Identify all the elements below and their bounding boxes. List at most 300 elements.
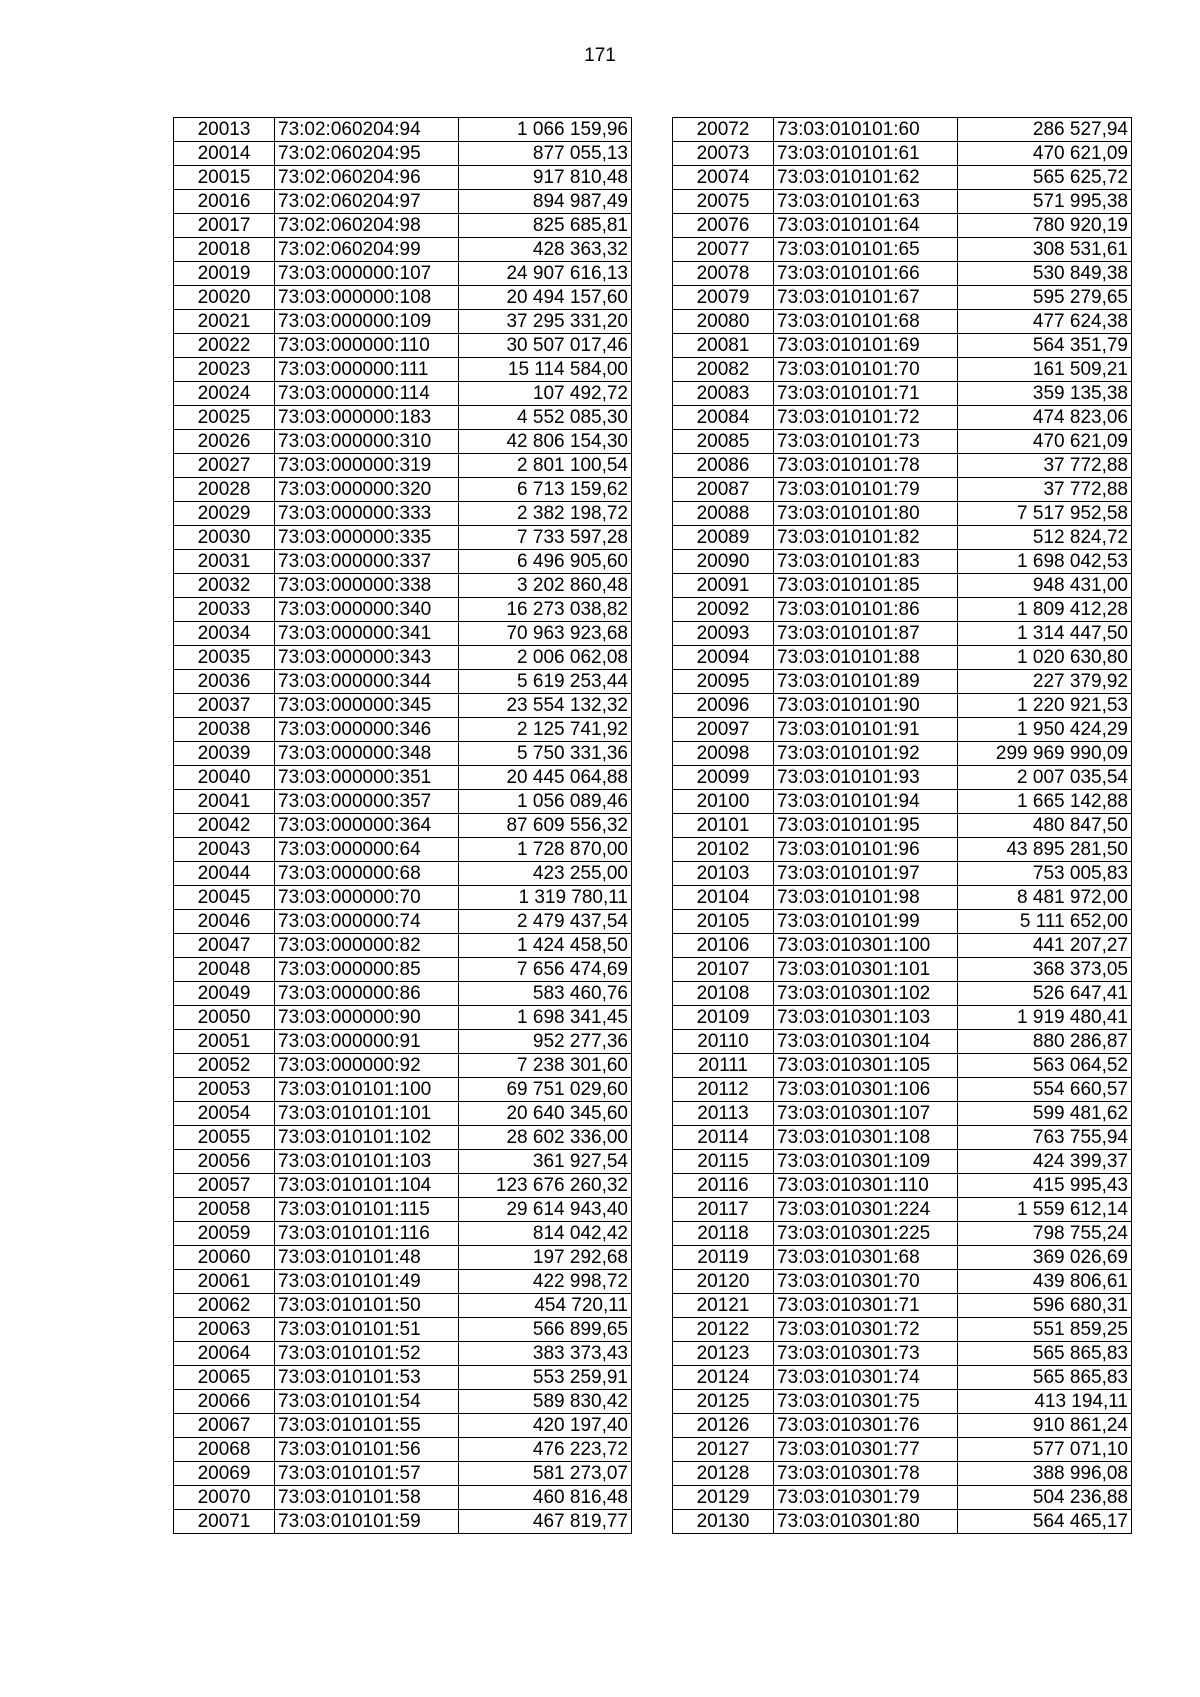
- row-number: 20072: [673, 118, 774, 142]
- cadastral-number: 73:03:000000:346: [275, 718, 459, 742]
- cadastral-value: 6 713 159,62: [459, 478, 632, 502]
- row-number: 20111: [673, 1054, 774, 1078]
- row-number: 20092: [673, 598, 774, 622]
- cadastral-number: 73:03:010301:109: [774, 1150, 958, 1174]
- table-row: [174, 286, 632, 310]
- row-number: 20102: [673, 838, 774, 862]
- table-row: [174, 718, 632, 742]
- row-number: 20039: [174, 742, 275, 766]
- table-row: [673, 862, 1132, 886]
- row-number: 20049: [174, 982, 275, 1006]
- cadastral-value: 1 020 630,80: [958, 646, 1132, 670]
- cadastral-number: 73:03:010101:63: [774, 190, 958, 214]
- row-number: 20123: [673, 1342, 774, 1366]
- row-number: 20067: [174, 1414, 275, 1438]
- row-number: 20025: [174, 406, 275, 430]
- table-row: [673, 934, 1132, 958]
- cadastral-value: 439 806,61: [958, 1270, 1132, 1294]
- cadastral-value: 894 987,49: [459, 190, 632, 214]
- table-row: [673, 814, 1132, 838]
- row-number: 20101: [673, 814, 774, 838]
- cadastral-value: 563 064,52: [958, 1054, 1132, 1078]
- cadastral-number: 73:03:010301:224: [774, 1198, 958, 1222]
- cadastral-value: 7 517 952,58: [958, 502, 1132, 526]
- row-number: 20066: [174, 1390, 275, 1414]
- cadastral-number: 73:03:010101:72: [774, 406, 958, 430]
- cadastral-number: 73:03:010101:51: [275, 1318, 459, 1342]
- row-number: 20056: [174, 1150, 275, 1174]
- cadastral-number: 73:02:060204:99: [275, 238, 459, 262]
- row-number: 20083: [673, 382, 774, 406]
- table-row: [174, 958, 632, 982]
- cadastral-number: 73:03:000000:108: [275, 286, 459, 310]
- row-number: 20069: [174, 1462, 275, 1486]
- row-number: 20129: [673, 1486, 774, 1510]
- cadastral-value: 476 223,72: [459, 1438, 632, 1462]
- row-number: 20094: [673, 646, 774, 670]
- table-row: [673, 1414, 1132, 1438]
- cadastral-value: 581 273,07: [459, 1462, 632, 1486]
- cadastral-value: 1 424 458,50: [459, 934, 632, 958]
- row-number: 20064: [174, 1342, 275, 1366]
- row-number: 20098: [673, 742, 774, 766]
- row-number: 20052: [174, 1054, 275, 1078]
- cadastral-number: 73:03:000000:70: [275, 886, 459, 910]
- table-row: [673, 1150, 1132, 1174]
- row-number: 20034: [174, 622, 275, 646]
- cadastral-number: 73:03:000000:109: [275, 310, 459, 334]
- row-number: 20116: [673, 1174, 774, 1198]
- cadastral-number: 73:03:000000:335: [275, 526, 459, 550]
- cadastral-value: 123 676 260,32: [459, 1174, 632, 1198]
- row-number: 20080: [673, 310, 774, 334]
- cadastral-value: 37 295 331,20: [459, 310, 632, 334]
- cadastral-number: 73:03:000000:74: [275, 910, 459, 934]
- cadastral-value: 415 995,43: [958, 1174, 1132, 1198]
- cadastral-value: 308 531,61: [958, 238, 1132, 262]
- table-row: [673, 478, 1132, 502]
- row-number: 20051: [174, 1030, 275, 1054]
- cadastral-value: 814 042,42: [459, 1222, 632, 1246]
- row-number: 20059: [174, 1222, 275, 1246]
- table-row: [673, 910, 1132, 934]
- cadastral-value: 227 379,92: [958, 670, 1132, 694]
- table-row: [174, 598, 632, 622]
- cadastral-value: 798 755,24: [958, 1222, 1132, 1246]
- cadastral-table-right-body: [673, 118, 1132, 1534]
- cadastral-number: 73:03:010101:99: [774, 910, 958, 934]
- cadastral-value: 23 554 132,32: [459, 694, 632, 718]
- cadastral-value: 566 899,65: [459, 1318, 632, 1342]
- cadastral-number: 73:03:010101:62: [774, 166, 958, 190]
- cadastral-value: 368 373,05: [958, 958, 1132, 982]
- page-number: 171: [584, 45, 616, 66]
- cadastral-number: 73:03:010301:78: [774, 1462, 958, 1486]
- row-number: 20042: [174, 814, 275, 838]
- table-row: [174, 454, 632, 478]
- cadastral-number: 73:03:010101:103: [275, 1150, 459, 1174]
- table-row: [174, 1006, 632, 1030]
- row-number: 20023: [174, 358, 275, 382]
- table-row: [673, 574, 1132, 598]
- cadastral-number: 73:03:010101:116: [275, 1222, 459, 1246]
- row-number: 20021: [174, 310, 275, 334]
- table-row: [673, 622, 1132, 646]
- row-number: 20081: [673, 334, 774, 358]
- cadastral-number: 73:03:010101:67: [774, 286, 958, 310]
- cadastral-number: 73:03:010101:59: [275, 1510, 459, 1534]
- cadastral-number: 73:03:010301:76: [774, 1414, 958, 1438]
- row-number: 20110: [673, 1030, 774, 1054]
- cadastral-number: 73:03:000000:92: [275, 1054, 459, 1078]
- table-row: [673, 670, 1132, 694]
- row-number: 20082: [673, 358, 774, 382]
- table-row: [174, 622, 632, 646]
- cadastral-number: 73:03:000000:82: [275, 934, 459, 958]
- cadastral-value: 2 125 741,92: [459, 718, 632, 742]
- cadastral-value: 1 066 159,96: [459, 118, 632, 142]
- cadastral-number: 73:03:000000:111: [275, 358, 459, 382]
- table-row: [174, 814, 632, 838]
- table-row: [673, 1222, 1132, 1246]
- cadastral-value: 161 509,21: [958, 358, 1132, 382]
- table-row: [673, 982, 1132, 1006]
- cadastral-value: 1 319 780,11: [459, 886, 632, 910]
- table-row: [673, 838, 1132, 862]
- cadastral-value: 197 292,68: [459, 1246, 632, 1270]
- row-number: 20037: [174, 694, 275, 718]
- cadastral-value: 910 861,24: [958, 1414, 1132, 1438]
- row-number: 20040: [174, 766, 275, 790]
- cadastral-value: 7 238 301,60: [459, 1054, 632, 1078]
- cadastral-value: 565 625,72: [958, 166, 1132, 190]
- cadastral-value: 595 279,65: [958, 286, 1132, 310]
- cadastral-value: 460 816,48: [459, 1486, 632, 1510]
- cadastral-value: 564 465,17: [958, 1510, 1132, 1534]
- table-row: [673, 1246, 1132, 1270]
- cadastral-value: 420 197,40: [459, 1414, 632, 1438]
- row-number: 20121: [673, 1294, 774, 1318]
- cadastral-number: 73:03:010101:102: [275, 1126, 459, 1150]
- cadastral-number: 73:03:010101:64: [774, 214, 958, 238]
- cadastral-value: 42 806 154,30: [459, 430, 632, 454]
- row-number: 20058: [174, 1198, 275, 1222]
- cadastral-value: 553 259,91: [459, 1366, 632, 1390]
- table-row: [673, 1030, 1132, 1054]
- cadastral-number: 73:03:010101:98: [774, 886, 958, 910]
- cadastral-number: 73:03:010301:108: [774, 1126, 958, 1150]
- cadastral-number: 73:03:010101:66: [774, 262, 958, 286]
- row-number: 20112: [673, 1078, 774, 1102]
- cadastral-number: 73:03:000000:333: [275, 502, 459, 526]
- cadastral-number: 73:03:010301:68: [774, 1246, 958, 1270]
- row-number: 20125: [673, 1390, 774, 1414]
- table-row: [174, 118, 632, 142]
- table-row: [174, 334, 632, 358]
- table-row: [174, 766, 632, 790]
- cadastral-number: 73:03:000000:183: [275, 406, 459, 430]
- cadastral-value: 359 135,38: [958, 382, 1132, 406]
- cadastral-number: 73:03:010301:71: [774, 1294, 958, 1318]
- cadastral-number: 73:03:000000:320: [275, 478, 459, 502]
- cadastral-number: 73:02:060204:98: [275, 214, 459, 238]
- row-number: 20050: [174, 1006, 275, 1030]
- table-row: [673, 1126, 1132, 1150]
- row-number: 20120: [673, 1270, 774, 1294]
- cadastral-value: 20 494 157,60: [459, 286, 632, 310]
- row-number: 20026: [174, 430, 275, 454]
- cadastral-number: 73:03:010101:90: [774, 694, 958, 718]
- row-number: 20090: [673, 550, 774, 574]
- row-number: 20075: [673, 190, 774, 214]
- cadastral-number: 73:03:010301:75: [774, 1390, 958, 1414]
- cadastral-number: 73:03:010101:68: [774, 310, 958, 334]
- cadastral-number: 73:03:000000:85: [275, 958, 459, 982]
- table-row: [174, 694, 632, 718]
- table-row: [174, 1030, 632, 1054]
- cadastral-value: 28 602 336,00: [459, 1126, 632, 1150]
- cadastral-value: 1 809 412,28: [958, 598, 1132, 622]
- row-number: 20063: [174, 1318, 275, 1342]
- cadastral-number: 73:03:010301:100: [774, 934, 958, 958]
- table-row: [673, 1366, 1132, 1390]
- row-number: 20041: [174, 790, 275, 814]
- cadastral-value: 1 056 089,46: [459, 790, 632, 814]
- cadastral-number: 73:03:000000:351: [275, 766, 459, 790]
- cadastral-value: 589 830,42: [459, 1390, 632, 1414]
- table-row: [673, 1054, 1132, 1078]
- table-row: [174, 982, 632, 1006]
- table-row: [174, 1198, 632, 1222]
- cadastral-value: 1 919 480,41: [958, 1006, 1132, 1030]
- table-row: [174, 1174, 632, 1198]
- cadastral-value: 880 286,87: [958, 1030, 1132, 1054]
- cadastral-number: 73:03:010301:72: [774, 1318, 958, 1342]
- row-number: 20074: [673, 166, 774, 190]
- table-row: [174, 1318, 632, 1342]
- row-number: 20076: [673, 214, 774, 238]
- cadastral-value: 504 236,88: [958, 1486, 1132, 1510]
- table-row: [673, 790, 1132, 814]
- cadastral-value: 753 005,83: [958, 862, 1132, 886]
- table-row: [673, 1198, 1132, 1222]
- row-number: 20122: [673, 1318, 774, 1342]
- cadastral-number: 73:03:010101:115: [275, 1198, 459, 1222]
- cadastral-number: 73:03:000000:345: [275, 694, 459, 718]
- row-number: 20045: [174, 886, 275, 910]
- table-row: [174, 790, 632, 814]
- cadastral-value: 1 728 870,00: [459, 838, 632, 862]
- table-row: [673, 550, 1132, 574]
- cadastral-table-right: [672, 117, 1132, 1534]
- row-number: 20085: [673, 430, 774, 454]
- cadastral-number: 73:03:000000:357: [275, 790, 459, 814]
- table-row: [174, 1486, 632, 1510]
- cadastral-number: 73:03:000000:310: [275, 430, 459, 454]
- table-row: [174, 1126, 632, 1150]
- cadastral-value: 299 969 990,09: [958, 742, 1132, 766]
- row-number: 20043: [174, 838, 275, 862]
- row-number: 20024: [174, 382, 275, 406]
- cadastral-number: 73:03:000000:107: [275, 262, 459, 286]
- row-number: 20014: [174, 142, 275, 166]
- table-row: [673, 958, 1132, 982]
- table-row: [673, 598, 1132, 622]
- row-number: 20060: [174, 1246, 275, 1270]
- table-row: [174, 550, 632, 574]
- cadastral-number: 73:03:010101:65: [774, 238, 958, 262]
- cadastral-value: 29 614 943,40: [459, 1198, 632, 1222]
- table-row: [673, 382, 1132, 406]
- row-number: 20018: [174, 238, 275, 262]
- table-row: [174, 142, 632, 166]
- row-number: 20103: [673, 862, 774, 886]
- cadastral-number: 73:03:010101:48: [275, 1246, 459, 1270]
- table-row: [174, 670, 632, 694]
- cadastral-value: 454 720,11: [459, 1294, 632, 1318]
- cadastral-value: 43 895 281,50: [958, 838, 1132, 862]
- row-number: 20117: [673, 1198, 774, 1222]
- table-row: [673, 406, 1132, 430]
- table-row: [673, 1102, 1132, 1126]
- row-number: 20022: [174, 334, 275, 358]
- table-row: [174, 1054, 632, 1078]
- cadastral-number: 73:03:010101:86: [774, 598, 958, 622]
- cadastral-value: 37 772,88: [958, 454, 1132, 478]
- cadastral-number: 73:03:010101:61: [774, 142, 958, 166]
- cadastral-number: 73:03:010301:79: [774, 1486, 958, 1510]
- table-row: [673, 1342, 1132, 1366]
- cadastral-number: 73:03:010301:80: [774, 1510, 958, 1534]
- cadastral-value: 948 431,00: [958, 574, 1132, 598]
- cadastral-number: 73:03:000000:364: [275, 814, 459, 838]
- cadastral-value: 512 824,72: [958, 526, 1132, 550]
- row-number: 20100: [673, 790, 774, 814]
- cadastral-value: 69 751 029,60: [459, 1078, 632, 1102]
- row-number: 20109: [673, 1006, 774, 1030]
- cadastral-value: 1 665 142,88: [958, 790, 1132, 814]
- row-number: 20105: [673, 910, 774, 934]
- cadastral-number: 73:03:010101:54: [275, 1390, 459, 1414]
- table-row: [174, 1270, 632, 1294]
- row-number: 20028: [174, 478, 275, 502]
- row-number: 20032: [174, 574, 275, 598]
- row-number: 20073: [673, 142, 774, 166]
- cadastral-value: 1 314 447,50: [958, 622, 1132, 646]
- table-row: [673, 1486, 1132, 1510]
- cadastral-value: 780 920,19: [958, 214, 1132, 238]
- row-number: 20089: [673, 526, 774, 550]
- cadastral-number: 73:03:000000:343: [275, 646, 459, 670]
- cadastral-number: 73:03:010101:73: [774, 430, 958, 454]
- table-row: [673, 1510, 1132, 1534]
- cadastral-number: 73:03:010101:49: [275, 1270, 459, 1294]
- cadastral-number: 73:03:010101:83: [774, 550, 958, 574]
- table-row: [673, 1438, 1132, 1462]
- row-number: 20062: [174, 1294, 275, 1318]
- row-number: 20113: [673, 1102, 774, 1126]
- cadastral-number: 73:03:010301:103: [774, 1006, 958, 1030]
- table-row: [174, 1246, 632, 1270]
- cadastral-number: 73:03:010101:92: [774, 742, 958, 766]
- cadastral-number: 73:03:000000:340: [275, 598, 459, 622]
- table-row: [673, 1318, 1132, 1342]
- table-row: [174, 1222, 632, 1246]
- cadastral-number: 73:02:060204:97: [275, 190, 459, 214]
- table-row: [673, 1270, 1132, 1294]
- row-number: 20046: [174, 910, 275, 934]
- cadastral-number: 73:03:010101:60: [774, 118, 958, 142]
- table-row: [174, 1078, 632, 1102]
- cadastral-value: 3 202 860,48: [459, 574, 632, 598]
- cadastral-number: 73:03:010301:77: [774, 1438, 958, 1462]
- row-number: 20087: [673, 478, 774, 502]
- cadastral-number: 73:03:010301:106: [774, 1078, 958, 1102]
- row-number: 20127: [673, 1438, 774, 1462]
- table-row: [174, 406, 632, 430]
- table-row: [673, 1174, 1132, 1198]
- cadastral-number: 73:03:010101:82: [774, 526, 958, 550]
- cadastral-number: 73:03:000000:110: [275, 334, 459, 358]
- table-row: [673, 766, 1132, 790]
- cadastral-value: 825 685,81: [459, 214, 632, 238]
- cadastral-number: 73:03:010101:100: [275, 1078, 459, 1102]
- cadastral-number: 73:03:010101:57: [275, 1462, 459, 1486]
- cadastral-number: 73:03:010101:56: [275, 1438, 459, 1462]
- cadastral-value: 763 755,94: [958, 1126, 1132, 1150]
- row-number: 20033: [174, 598, 275, 622]
- row-number: 20065: [174, 1366, 275, 1390]
- cadastral-number: 73:02:060204:96: [275, 166, 459, 190]
- cadastral-value: 20 640 345,60: [459, 1102, 632, 1126]
- cadastral-number: 73:03:010301:107: [774, 1102, 958, 1126]
- cadastral-number: 73:03:010101:50: [275, 1294, 459, 1318]
- table-row: [673, 262, 1132, 286]
- row-number: 20126: [673, 1414, 774, 1438]
- table-row: [673, 358, 1132, 382]
- cadastral-value: 480 847,50: [958, 814, 1132, 838]
- cadastral-number: 73:03:010301:110: [774, 1174, 958, 1198]
- cadastral-value: 2 382 198,72: [459, 502, 632, 526]
- row-number: 20114: [673, 1126, 774, 1150]
- cadastral-value: 8 481 972,00: [958, 886, 1132, 910]
- cadastral-value: 5 750 331,36: [459, 742, 632, 766]
- row-number: 20078: [673, 262, 774, 286]
- row-number: 20104: [673, 886, 774, 910]
- cadastral-value: 422 998,72: [459, 1270, 632, 1294]
- row-number: 20115: [673, 1150, 774, 1174]
- table-row: [673, 310, 1132, 334]
- cadastral-value: 70 963 923,68: [459, 622, 632, 646]
- table-row: [174, 1510, 632, 1534]
- cadastral-number: 73:03:010101:95: [774, 814, 958, 838]
- row-number: 20016: [174, 190, 275, 214]
- row-number: 20031: [174, 550, 275, 574]
- table-row: [174, 1294, 632, 1318]
- cadastral-number: 73:03:000000:337: [275, 550, 459, 574]
- cadastral-value: 474 823,06: [958, 406, 1132, 430]
- cadastral-number: 73:03:010101:69: [774, 334, 958, 358]
- row-number: 20095: [673, 670, 774, 694]
- table-row: [673, 886, 1132, 910]
- cadastral-value: 441 207,27: [958, 934, 1132, 958]
- cadastral-number: 73:03:010101:104: [275, 1174, 459, 1198]
- table-row: [673, 238, 1132, 262]
- cadastral-number: 73:03:010301:73: [774, 1342, 958, 1366]
- table-row: [673, 1078, 1132, 1102]
- table-row: [174, 1150, 632, 1174]
- row-number: 20096: [673, 694, 774, 718]
